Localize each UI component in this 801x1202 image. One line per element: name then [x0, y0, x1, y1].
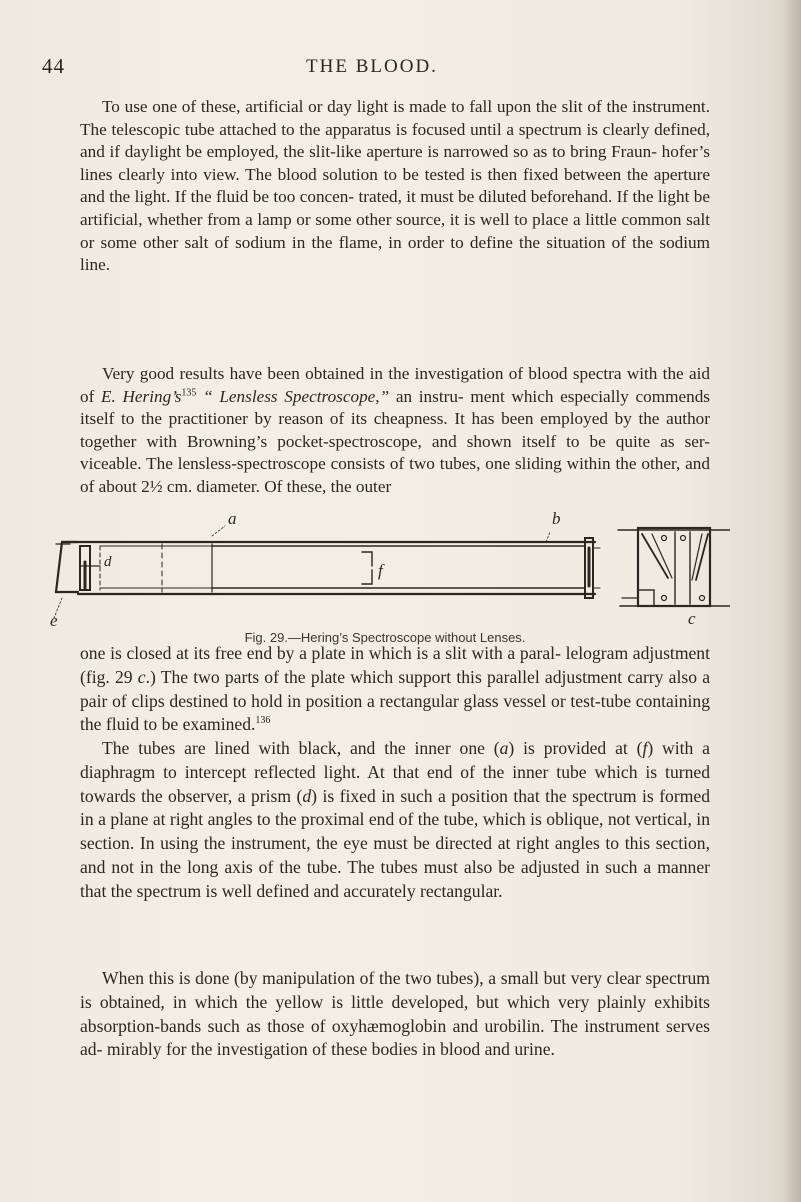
- author-name: E. Hering’s: [101, 386, 182, 406]
- spectroscope-diagram: [40, 508, 730, 628]
- diaphragm-bottom: [362, 570, 372, 584]
- paragraph-4-text-2: ) is provided at (: [508, 738, 643, 758]
- paragraph-4-text-4: ) is fixed in such a position that the spectrum is formed in a plane at right angles to the proximal end of the tube, which is oblique, not vertical, in section. In using the instrument, the eye must be directed at right angles to this section, and not in the long axis of the tube. The tubes must also be adjusted in such a manner that the spectrum is well defined and accurately rectangular.: [80, 785, 711, 901]
- reference-135: 135: [181, 386, 197, 398]
- reference-136: 136: [255, 715, 271, 727]
- paragraph-2-text-end: an instru- ment which especially commends itself to the practitioner by reason of its cheapness. It has been employed by the author together with Browning’s pocket-spectroscope, and shown itself to be quite as ser- viceable. The lensless-spectroscope consists of two tubes, one sliding within the other, and of about 2½ cm. diameter. Of these, the outer: [80, 386, 710, 496]
- label-e: e: [50, 611, 58, 628]
- label-f: f: [378, 561, 383, 580]
- page-edge-shadow: [783, 0, 801, 1202]
- figure-29: [40, 508, 730, 645]
- parallelogram-arm-right: [696, 534, 708, 580]
- paragraph-1: To use one of these, artificial or day light is made to fall upon the slit of the instrument. The telescopic tube attached to the apparatus is focused until a spectrum is clearly defined, and if daylight be employed, the slit-like aperture is narrowed so as to bring Fraun- hofer’s lines clearly into view. The blood solution to be tested is then fixed between the aperture and the light. If the fluid be too concen- trated, it must be diluted beforehand. If the light be artificial, whether from a lamp or some other source, it is well to place a little common salt or some other salt of sodium in the flame, in order to define the situation of the sodium line.: [80, 97, 710, 275]
- ref-d: d: [302, 785, 312, 806]
- paragraph-2-text: Very good results have been obtained in the investigation of blood spectra with the aid of: [80, 364, 710, 406]
- page-number: 44: [42, 54, 65, 78]
- paragraph-4: [80, 737, 710, 904]
- label-b: b: [552, 509, 561, 528]
- diaphragm-top: [362, 552, 372, 566]
- figure-caption: Fig. 29.—Hering’s Spectroscope without Lenses.: [244, 630, 526, 645]
- label-d: d: [104, 554, 112, 570]
- paragraph-3: [80, 642, 710, 737]
- paragraph-3-text: one is closed at its free end by a plate in which is a slit with a paral- lelogram adjustment (fig. 29: [80, 643, 710, 687]
- paragraph-3-text-end: .) The two parts of the plate which support this parallel adjustment carry also a pair of clips destined to hold in position a rectangular glass vessel or test-tube containing the fluid to be examined.: [80, 666, 710, 735]
- paragraph-4-text-3: ) with a diaphragm to intercept reflected light. At that end of the inner tube which is turned towards the observer, a prism (: [80, 738, 710, 806]
- eyepiece-end: [56, 542, 78, 592]
- page-header: [42, 54, 702, 80]
- ref-f: f: [642, 738, 648, 758]
- label-a: a: [228, 509, 237, 528]
- paragraph-5: When this is done (by manipulation of the two tubes), a small but very clear spectrum is obtained, in which the yellow is little developed, but which very plainly exhibits absorption-bands such as those of oxyhæmoglobin and urobilin. The instrument serves ad- mirably for the investigation of these bodies in blood and urine.: [80, 968, 710, 1060]
- paragraph-2: [80, 363, 710, 499]
- running-title: THE BLOOD.: [306, 56, 438, 77]
- label-c: c: [688, 609, 696, 628]
- paragraph-4-text-1: The tubes are lined with black, and the inner one (: [102, 738, 500, 758]
- clip-left: [638, 590, 654, 606]
- ref-a: a: [499, 738, 509, 758]
- figure-ref-c: c: [137, 666, 146, 687]
- instrument-title: “ Lensless Spectroscope,”: [196, 386, 390, 406]
